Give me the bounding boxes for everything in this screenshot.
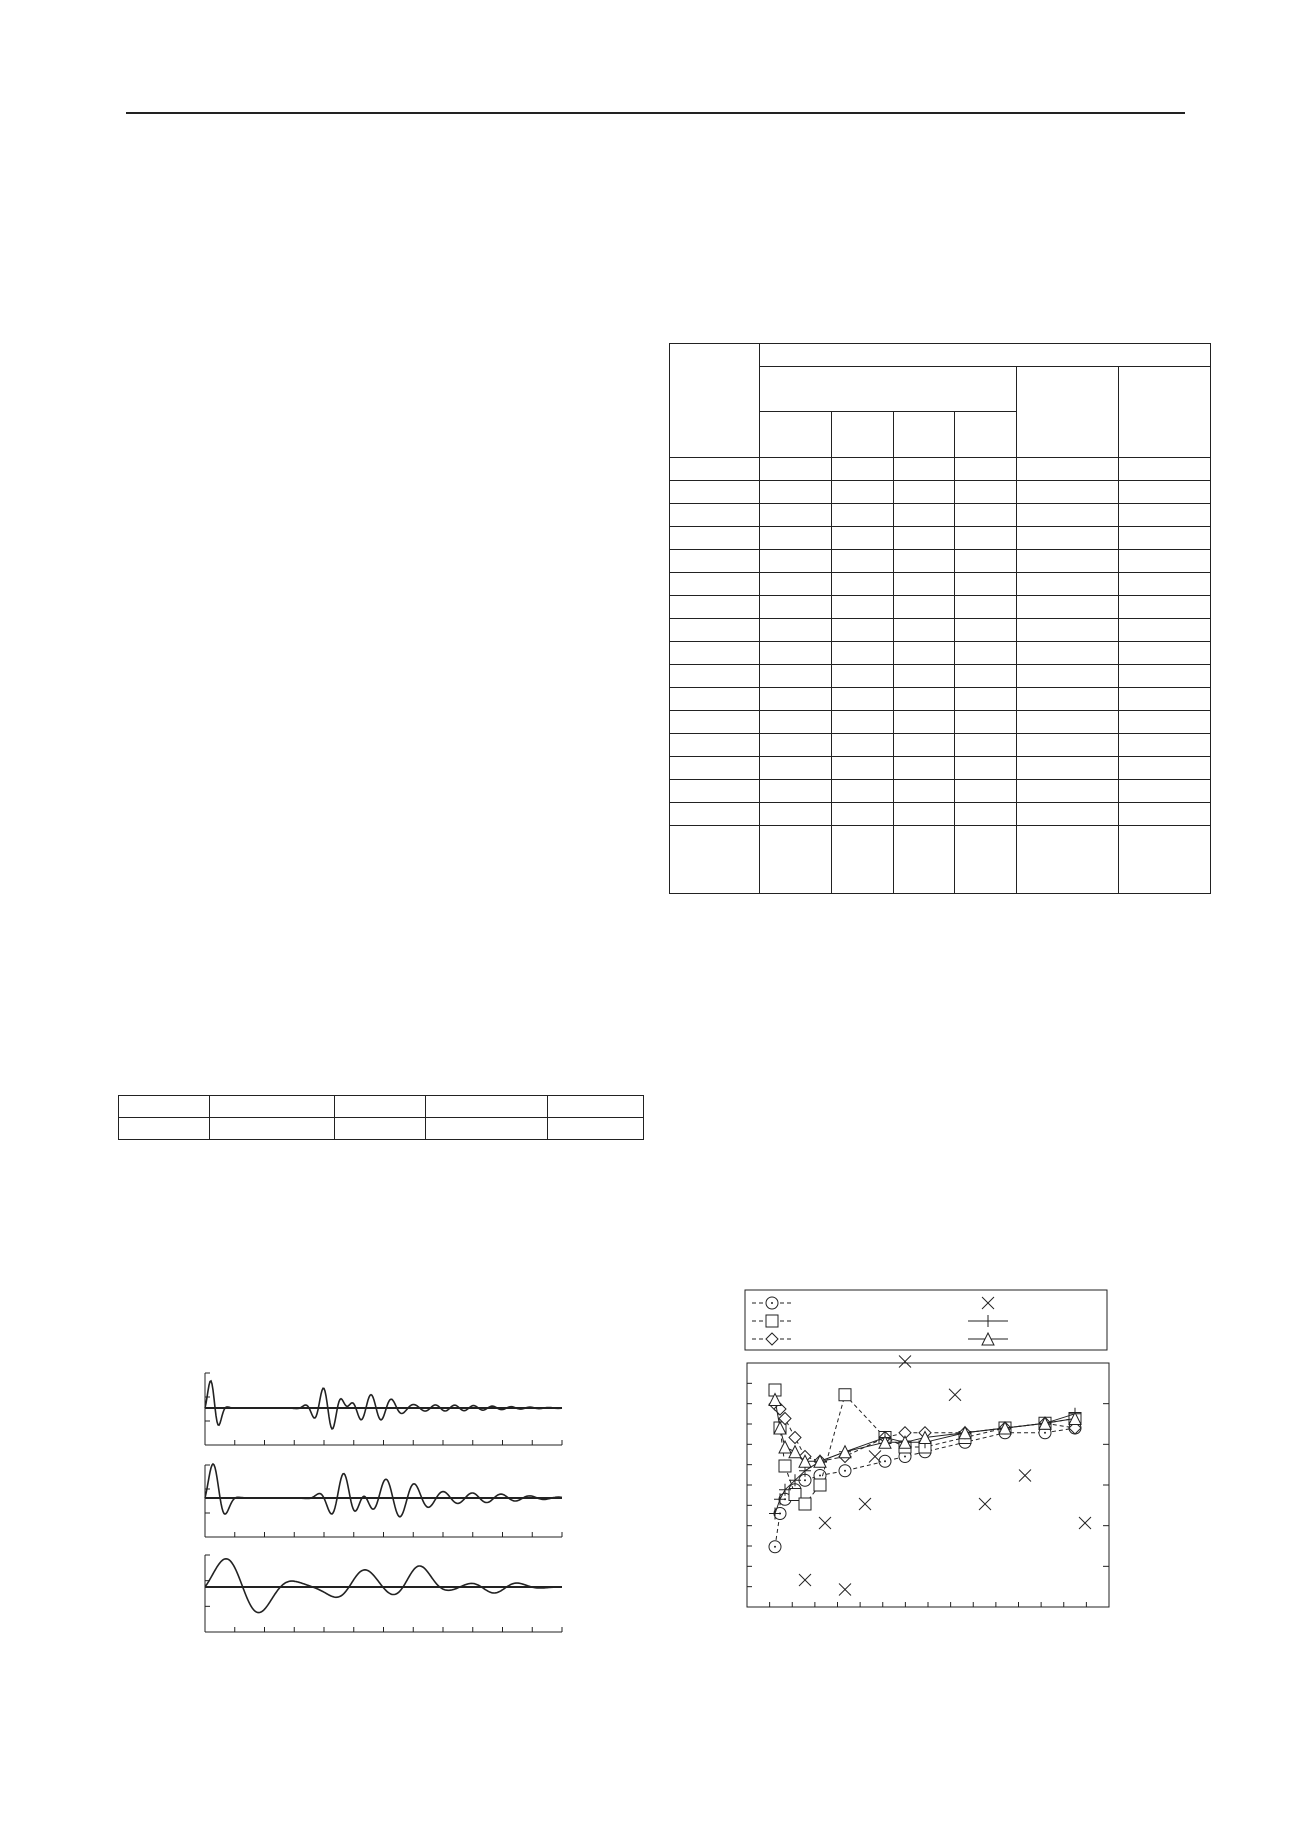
table-cell [759, 803, 831, 826]
table-cell [1017, 688, 1119, 711]
table-cell [831, 550, 893, 573]
table-row [119, 1096, 644, 1118]
table-cell [893, 688, 955, 711]
table-cell [831, 481, 893, 504]
table-cell [1017, 665, 1119, 688]
table-cell [1017, 826, 1119, 894]
table-row [670, 573, 1211, 596]
table-cell [831, 412, 893, 458]
table-row [670, 826, 1211, 894]
table-cell [759, 757, 831, 780]
table-cell [893, 803, 955, 826]
circle-marker-dot [804, 1479, 806, 1481]
table-cell [1119, 367, 1211, 458]
table-cell [831, 734, 893, 757]
waveform-panel-3 [205, 1555, 562, 1632]
table-cell [670, 504, 760, 527]
table-cell [1119, 711, 1211, 734]
table-cell [893, 734, 955, 757]
table-cell [759, 527, 831, 550]
table-cell [831, 803, 893, 826]
table-cell [1119, 458, 1211, 481]
table-cell [334, 1118, 426, 1140]
circle-marker-dot [904, 1456, 906, 1458]
table-row [670, 550, 1211, 573]
table-cell [1119, 596, 1211, 619]
table-cell [1017, 711, 1119, 734]
table-cell [759, 412, 831, 458]
circle-marker-dot [819, 1475, 821, 1477]
table-cell [955, 550, 1017, 573]
legend-item-x [968, 1297, 1008, 1309]
table-cell [759, 596, 831, 619]
table-cell [670, 344, 760, 458]
table-cell [893, 573, 955, 596]
table-cell [759, 573, 831, 596]
table-cell [955, 412, 1017, 458]
table-cell [955, 504, 1017, 527]
table-row [670, 458, 1211, 481]
table-row [670, 711, 1211, 734]
table-cell [1119, 527, 1211, 550]
table-row [670, 642, 1211, 665]
table-cell [759, 826, 831, 894]
table-cell [548, 1096, 644, 1118]
table-row [670, 481, 1211, 504]
table-cell [759, 688, 831, 711]
table-cell [893, 550, 955, 573]
table-row [670, 596, 1211, 619]
table-cell [893, 504, 955, 527]
waveform-trace [205, 1464, 562, 1517]
square-marker [814, 1479, 826, 1491]
diamond-marker [766, 1333, 778, 1345]
square-marker [839, 1389, 851, 1401]
table-cell [955, 688, 1017, 711]
table-cell [759, 665, 831, 688]
legend-item-circle [752, 1297, 792, 1309]
table-cell [670, 688, 760, 711]
table-cell [670, 619, 760, 642]
circle-marker-dot [774, 1546, 776, 1548]
table-cell [1017, 757, 1119, 780]
table-cell [670, 780, 760, 803]
diamond-marker [789, 1432, 801, 1444]
table-cell [955, 757, 1017, 780]
table-cell [759, 780, 831, 803]
legend-item-diamond [752, 1333, 792, 1345]
table-cell [670, 642, 760, 665]
table-cell [119, 1096, 210, 1118]
waveform-trace [205, 1381, 562, 1429]
table-cell [1017, 596, 1119, 619]
table-cell [759, 458, 831, 481]
table-cell [670, 458, 760, 481]
data-table-right [669, 343, 1211, 894]
table-cell [1119, 826, 1211, 894]
table-cell [831, 665, 893, 688]
time-history-figure [190, 1365, 570, 1635]
waveform-trace [205, 1559, 562, 1613]
circle-marker-dot [844, 1470, 846, 1472]
table-row [119, 1118, 644, 1140]
table-cell [1017, 780, 1119, 803]
table-cell [548, 1118, 644, 1140]
waveform-panel-1 [205, 1373, 562, 1445]
table-cell [1119, 550, 1211, 573]
table-cell [1119, 803, 1211, 826]
table-cell [893, 596, 955, 619]
table-cell [893, 619, 955, 642]
table-cell [831, 573, 893, 596]
table-row [670, 688, 1211, 711]
table-cell [1119, 734, 1211, 757]
table-row [670, 665, 1211, 688]
square-marker [766, 1315, 778, 1327]
table-cell [670, 803, 760, 826]
table-cell [1017, 734, 1119, 757]
table-cell [893, 780, 955, 803]
table-cell [1119, 665, 1211, 688]
table-cell [670, 711, 760, 734]
table-cell [893, 665, 955, 688]
table-cell [670, 757, 760, 780]
circle-marker-dot [1044, 1432, 1046, 1434]
table-row [670, 734, 1211, 757]
table-cell [893, 527, 955, 550]
table-cell [1017, 504, 1119, 527]
table-cell [955, 481, 1017, 504]
square-marker [779, 1460, 791, 1472]
table-cell [831, 642, 893, 665]
table-row [670, 757, 1211, 780]
table-cell [209, 1118, 334, 1140]
table-cell [1119, 757, 1211, 780]
table-cell [1119, 504, 1211, 527]
table-cell [426, 1118, 548, 1140]
circle-marker-dot [884, 1460, 886, 1462]
table-cell [426, 1096, 548, 1118]
table-cell [831, 596, 893, 619]
table-cell [893, 481, 955, 504]
table-cell [955, 734, 1017, 757]
table-cell [893, 412, 955, 458]
table-cell [1017, 642, 1119, 665]
table-cell [1119, 573, 1211, 596]
table-cell [1119, 688, 1211, 711]
table-cell [670, 596, 760, 619]
table-cell [831, 780, 893, 803]
triangle-marker [779, 1441, 791, 1453]
table-cell [1119, 481, 1211, 504]
table-cell [955, 642, 1017, 665]
table-row [670, 803, 1211, 826]
table-cell [759, 619, 831, 642]
table-cell [1119, 642, 1211, 665]
table-cell [670, 527, 760, 550]
table-cell [955, 619, 1017, 642]
table-cell [1017, 367, 1119, 458]
table-cell [1017, 458, 1119, 481]
table-cell [670, 550, 760, 573]
table-cell [759, 367, 1016, 412]
table-cell [893, 711, 955, 734]
header-rule [126, 112, 1185, 114]
table-cell [1017, 481, 1119, 504]
table-cell [1017, 803, 1119, 826]
table-cell [831, 757, 893, 780]
table-cell [893, 458, 955, 481]
circle-marker-dot [771, 1302, 773, 1304]
table-cell [955, 826, 1017, 894]
table-cell [670, 665, 760, 688]
table-cell [955, 458, 1017, 481]
table-row [670, 504, 1211, 527]
legend-item-square [752, 1315, 792, 1327]
table-cell [955, 527, 1017, 550]
table-cell [1017, 619, 1119, 642]
table-cell [831, 711, 893, 734]
table-cell [831, 619, 893, 642]
table-cell [955, 780, 1017, 803]
table-cell [955, 803, 1017, 826]
table-cell [831, 458, 893, 481]
table-cell [831, 688, 893, 711]
table-row [670, 344, 1211, 367]
table-cell [759, 344, 1210, 367]
comparison-chart [740, 1290, 1120, 1610]
table-row [670, 619, 1211, 642]
table-cell [209, 1096, 334, 1118]
table-cell [670, 734, 760, 757]
table-cell [119, 1118, 210, 1140]
table-cell [955, 711, 1017, 734]
table-cell [759, 734, 831, 757]
table-cell [831, 826, 893, 894]
data-table-left [118, 1095, 644, 1140]
square-marker [799, 1498, 811, 1510]
table-cell [1017, 550, 1119, 573]
table-cell [759, 550, 831, 573]
table-cell [759, 504, 831, 527]
table-cell [670, 826, 760, 894]
table-cell [759, 481, 831, 504]
chart-legend [745, 1290, 1107, 1350]
legend-item-triangle [968, 1333, 1008, 1345]
table-cell [831, 504, 893, 527]
table-cell [670, 481, 760, 504]
table-cell [334, 1096, 426, 1118]
table-cell [893, 642, 955, 665]
table-cell [893, 826, 955, 894]
table-row [670, 780, 1211, 803]
waveform-panel-2 [205, 1464, 562, 1537]
table-cell [955, 665, 1017, 688]
table-cell [759, 711, 831, 734]
table-cell [670, 573, 760, 596]
table-cell [1119, 619, 1211, 642]
table-cell [831, 527, 893, 550]
table-cell [955, 596, 1017, 619]
table-cell [1017, 573, 1119, 596]
legend-box [745, 1290, 1107, 1350]
table-cell [1017, 527, 1119, 550]
table-row [670, 527, 1211, 550]
table-cell [1119, 780, 1211, 803]
legend-item-plus [968, 1315, 1008, 1327]
table-cell [955, 573, 1017, 596]
table-cell [759, 642, 831, 665]
table-cell [893, 757, 955, 780]
